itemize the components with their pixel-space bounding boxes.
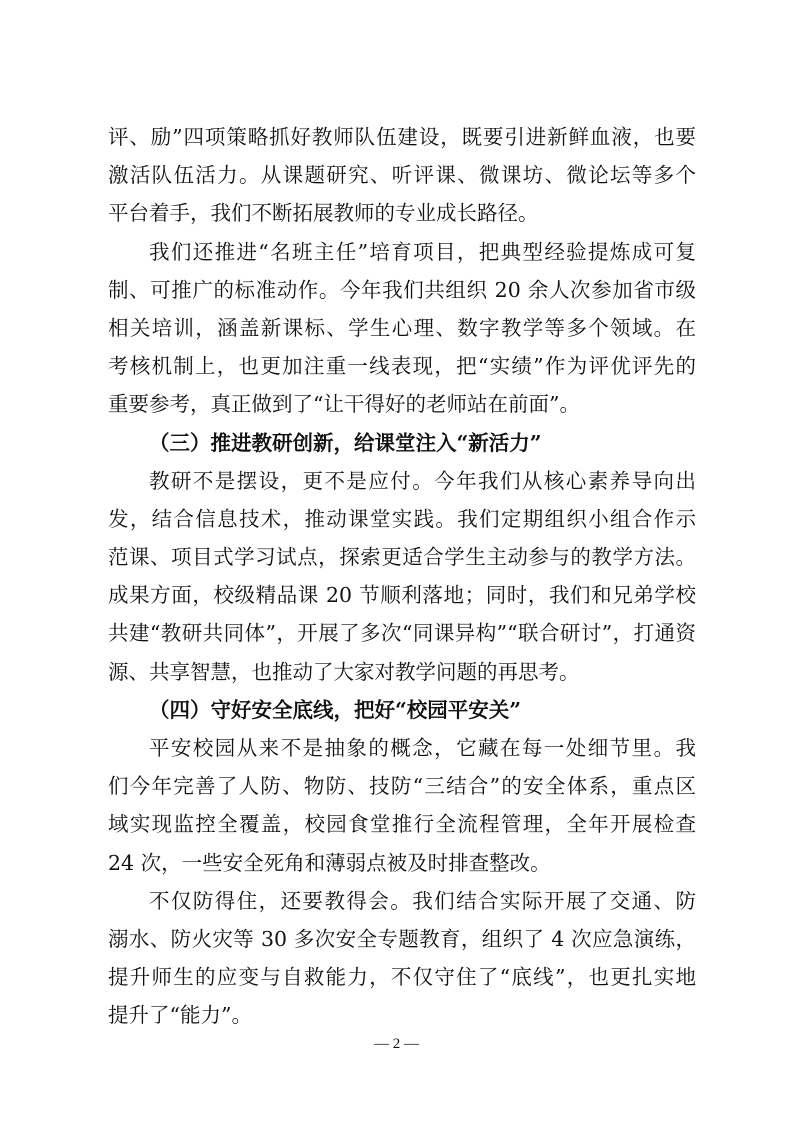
text-line: 教研不是摆设，更不是应付。今年我们从核心素养导向出 <box>149 468 696 493</box>
paragraph <box>108 882 696 1035</box>
text-line: 范课、项目式学习试点，探索更适合学生主动参与的教学方法。 <box>108 545 696 570</box>
section-heading <box>108 424 696 462</box>
text-line: 激活队伍活力。从课题研究、听评课、微课坊、微论坛等多个 <box>108 163 696 188</box>
text-line: 提升了“能力”。 <box>108 1003 252 1028</box>
text-line: 源、共享智慧，也推动了大家对教学问题的再思考。 <box>108 659 580 684</box>
text-line: 评、励”四项策略抓好教师队伍建设，既要引进新鲜血液，也要 <box>108 125 696 149</box>
text-line: 们今年完善了人防、物防、技防“三结合”的安全体系，重点区 <box>108 774 696 799</box>
text-line: 考核机制上，也更加注重一线表现，把“实绩”作为评优评先的 <box>108 354 696 379</box>
text-line: 共建“教研共同体”，开展了多次“同课异构”“联合研讨”，打通资 <box>108 621 696 646</box>
text-line: 我们还推进“名班主任”培育项目，把典型经验提炼成可复 <box>149 239 696 264</box>
paragraph <box>108 118 696 233</box>
text-line: 提升师生的应变与自救能力，不仅守住了“底线”，也更扎实地 <box>108 965 696 990</box>
text-line: 平安校园从来不是抽象的概念，它藏在每一处细节里。我 <box>149 736 696 760</box>
text-line: 24 次，一些安全死角和薄弱点被及时排查整改。 <box>108 850 551 875</box>
text-line: 成果方面，校级精品课 20 节顺利落地；同时，我们和兄弟学校 <box>108 583 696 608</box>
text-line: 重要参考，真正做到了“让干得好的老师站在前面”。 <box>108 392 580 417</box>
document-body <box>108 118 696 1035</box>
text-line: 相关培训，涵盖新课标、学生心理、数字教学等多个领域。在 <box>108 315 696 340</box>
section-heading-text: （三）推进教研创新，给课堂注入“新活力” <box>149 430 542 455</box>
paragraph <box>108 729 696 882</box>
page-number: — 2 — <box>374 1036 419 1052</box>
text-line: 不仅防得住，还要教得会。我们结合实际开展了交通、防 <box>149 888 696 913</box>
section-heading <box>108 691 696 729</box>
text-line: 溺水、防火灾等 30 多次安全专题教育，组织了 4 次应急演练， <box>108 926 696 951</box>
section-heading-text: （四）守好安全底线，把好“校园平安关” <box>149 697 522 722</box>
text-line: 平台着手，我们不断拓展教师的专业成长路径。 <box>108 201 539 226</box>
text-line: 发，结合信息技术，推动课堂实践。我们定期组织小组合作示 <box>108 506 696 531</box>
text-line: 制、可推广的标准动作。今年我们共组织 20 余人次参加省市级 <box>108 277 696 302</box>
paragraph <box>108 462 696 691</box>
paragraph <box>108 233 696 424</box>
text-line: 域实现监控全覆盖，校园食堂推行全流程管理，全年开展检查 <box>108 812 696 837</box>
